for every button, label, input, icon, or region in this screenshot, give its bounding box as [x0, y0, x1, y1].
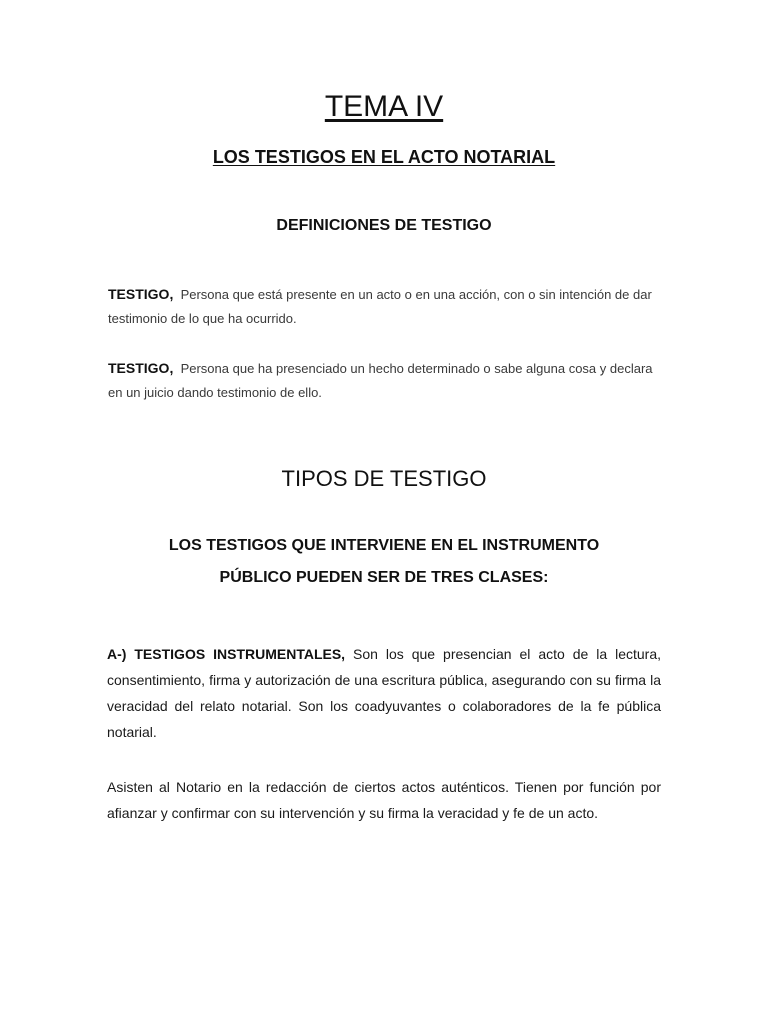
definition-item — [108, 282, 668, 331]
definition-text: Persona que ha presenciado un hecho determinado o sabe alguna cosa y declara en un juicio dando testimonio de ello. — [108, 361, 653, 400]
definition-term: TESTIGO, — [108, 360, 174, 376]
types-subheading-line1: LOS TESTIGOS QUE INTERVIENE EN EL INSTRUMENTO — [168, 537, 600, 554]
paragraph-text: Son los que presencian el acto de la lectura, consentimiento, firma y autorización de una escritura pública, asegurando con su firma la veracidad del relato notarial. Son los coadyuvantes o colaboradores de la fe pública notarial. — [107, 646, 661, 740]
paragraph-term: A-) TESTIGOS INSTRUMENTALES, — [107, 646, 346, 662]
definitions-heading: DEFINICIONES DE TESTIGO — [276, 217, 492, 234]
types-heading: TIPOS DE TESTIGO — [281, 466, 487, 491]
types-subheading — [0, 530, 768, 594]
paragraph-text: Asisten al Notario en la redacción de ciertos actos auténticos. Tienen por función por afianzar y confirmar con su intervención y su firma la veracidad y fe de un acto. — [107, 779, 661, 821]
definition-text: Persona que está presente en un acto o en una acción, con o sin intención de dar testimonio de lo que ha ocurrido. — [108, 287, 652, 326]
document-subtitle: LOS TESTIGOS EN EL ACTO NOTARIAL — [212, 147, 556, 167]
definition-item — [108, 356, 668, 405]
body-paragraph — [107, 641, 661, 745]
body-paragraph — [107, 774, 661, 826]
definition-term: TESTIGO, — [108, 286, 174, 302]
types-subheading-line2: PÚBLICO PUEDEN SER DE TRES CLASES: — [219, 569, 549, 586]
document-title: TEMA IV — [324, 90, 444, 123]
